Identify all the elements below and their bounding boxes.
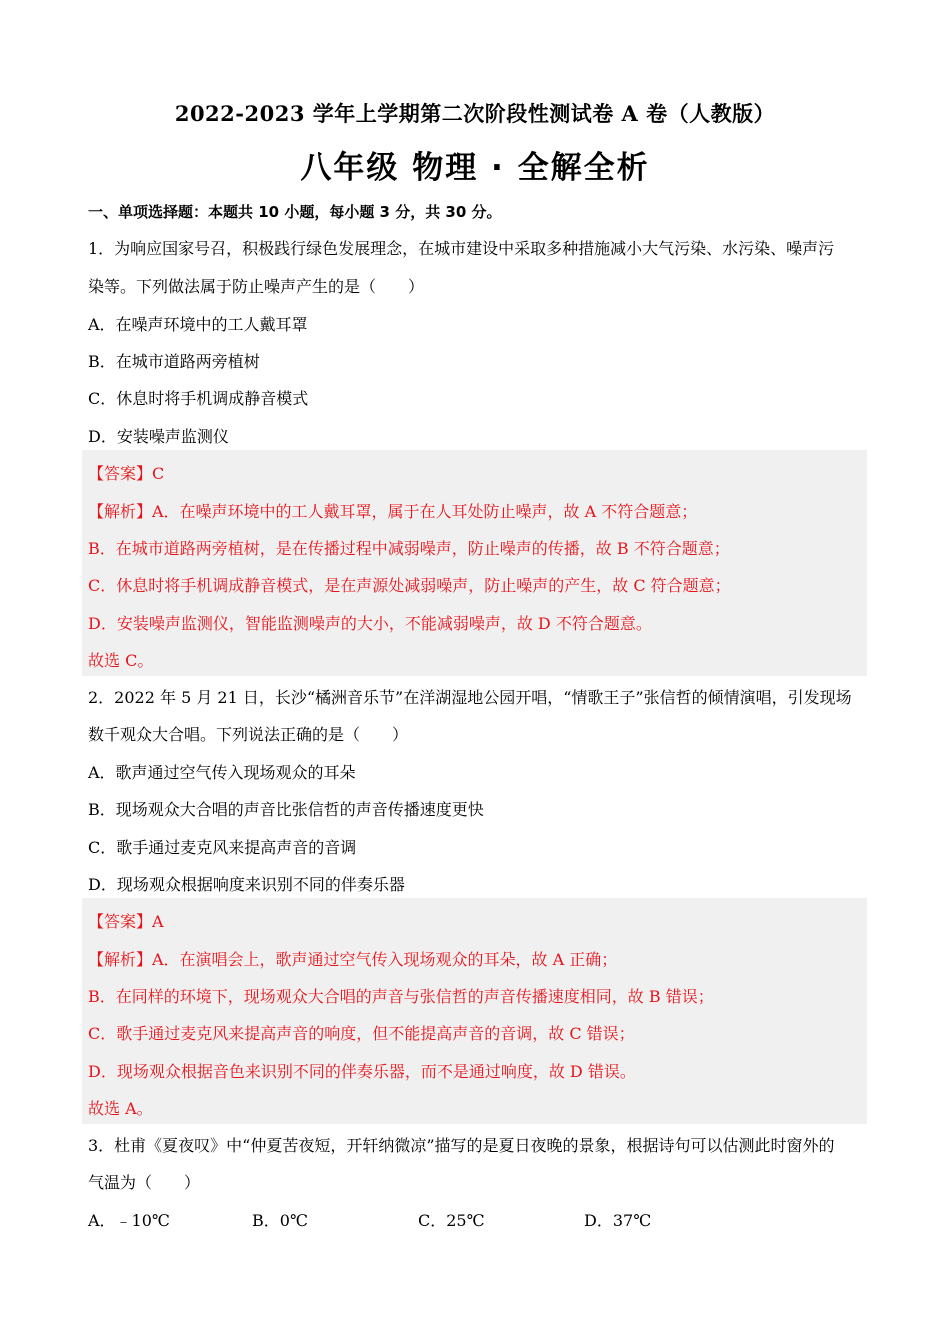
q3-option-b: B．0℃ xyxy=(252,1211,308,1230)
q2-analysis-line-3: C．歌手通过麦克风来提高声音的响度，但不能提高声音的音调，故 C 错误； xyxy=(88,1024,635,1043)
q1-stem-line-2: 染等。下列做法属于防止噪声产生的是（ ） xyxy=(88,277,425,296)
q2-analysis-line-5: 故选 A。 xyxy=(88,1099,153,1118)
q2-option-d: D．现场观众根据响度来识别不同的伴奏乐器 xyxy=(88,875,405,894)
section-heading: 一、单项选择题：本题共 10 小题，每小题 3 分，共 30 分。 xyxy=(88,203,502,221)
q1-analysis-line-3: C．休息时将手机调成静音模式，是在声源处减弱噪声，防止噪声的产生，故 C 符合题意； xyxy=(88,576,731,595)
exam-title: 2022-2023 学年上学期第二次阶段性测试卷 A 卷（人教版） xyxy=(174,101,776,126)
q1-analysis-line-1: 【解析】A．在噪声环境中的工人戴耳罩，属于在人耳处防止噪声，故 A 不符合题意； xyxy=(88,502,698,521)
q2-analysis-line-1: 【解析】A．在演唱会上，歌声通过空气传入现场观众的耳朵，故 A 正确； xyxy=(88,950,618,969)
q2-stem-line-1: 2．2022 年 5 月 21 日，长沙“橘洲音乐节”在洋湖湿地公园开唱，“情歌王子”张信哲的倾情演唱，引发现场 xyxy=(88,688,852,707)
q1-analysis-line-5: 故选 C。 xyxy=(88,651,154,670)
q1-analysis-line-2: B．在城市道路两旁植树，是在传播过程中减弱噪声，防止噪声的传播，故 B 不符合题意； xyxy=(88,539,730,558)
q3-option-c: C．25℃ xyxy=(418,1211,485,1230)
q2-answer-box xyxy=(82,898,867,1124)
q2-option-a: A．歌声通过空气传入现场观众的耳朵 xyxy=(88,763,356,782)
q1-option-c: C．休息时将手机调成静音模式 xyxy=(88,389,309,408)
q1-option-d: D．安装噪声监测仪 xyxy=(88,427,229,446)
q2-option-b: B．现场观众大合唱的声音比张信哲的声音传播速度更快 xyxy=(88,800,484,819)
q2-option-c: C．歌手通过麦克风来提高声音的音调 xyxy=(88,838,357,857)
q1-stem-line-1: 1．为响应国家号召，积极践行绿色发展理念，在城市建设中采取多种措施减小大气污染、水污染、噪声污 xyxy=(88,239,835,258)
q2-analysis-line-2: B．在同样的环境下，现场观众大合唱的声音与张信哲的声音传播速度相同，故 B 错误； xyxy=(88,987,714,1006)
q2-stem-line-2: 数千观众大合唱。下列说法正确的是（ ） xyxy=(88,725,409,744)
q1-option-b: B．在城市道路两旁植树 xyxy=(88,352,260,371)
q3-option-a: A．﹣10℃ xyxy=(88,1211,170,1230)
exam-subtitle: 八年级 物理 · 全解全析 xyxy=(300,150,650,186)
q3-option-d: D．37℃ xyxy=(584,1211,652,1230)
q3-stem-line-2: 气温为（ ） xyxy=(88,1173,201,1192)
q1-answer-box xyxy=(82,450,867,676)
q1-option-a: A．在噪声环境中的工人戴耳罩 xyxy=(88,315,308,334)
q1-answer: 【答案】C xyxy=(88,464,165,483)
q2-analysis-line-4: D．现场观众根据音色来识别不同的伴奏乐器，而不是通过响度，故 D 错误。 xyxy=(88,1062,636,1081)
q3-stem-line-1: 3．杜甫《夏夜叹》中“仲夏苦夜短，开轩纳微凉”描写的是夏日夜晚的景象，根据诗句可以估测此时窗外的 xyxy=(88,1136,835,1155)
q1-analysis-line-4: D．安装噪声监测仪，智能监测噪声的大小，不能减弱噪声，故 D 不符合题意。 xyxy=(88,614,652,633)
q2-answer: 【答案】A xyxy=(88,912,164,931)
